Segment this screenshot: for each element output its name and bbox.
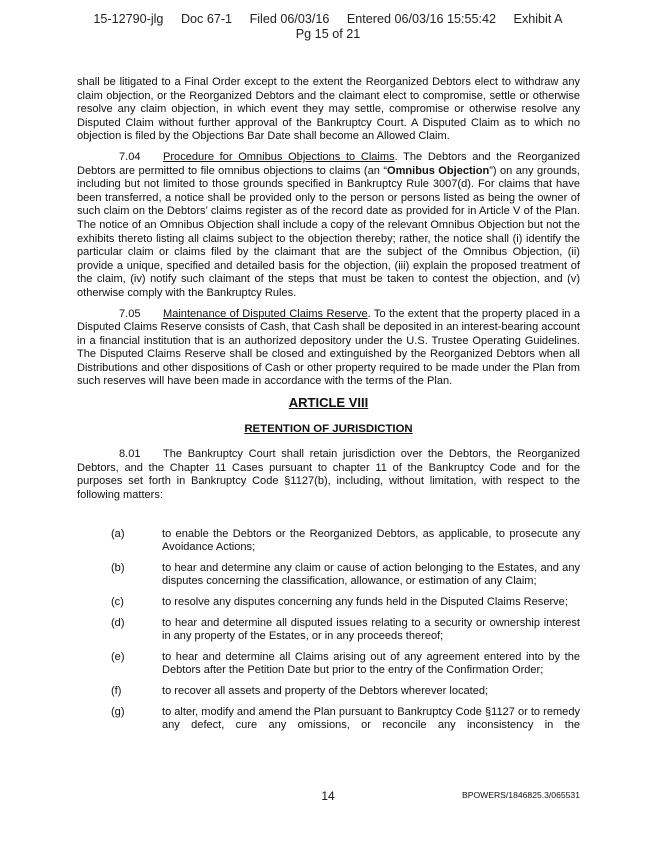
section-8-01: 8.01 The Bankruptcy Court shall retain jurisdiction over the Debtors, the Reorganized Debtors, and the Chapter 11 Cases pursuant to chapter 11 of the Bankruptcy Code and for the purposes set forth in Bankruptcy Code §1127(b), including, without limitation, with respect to the following matters: — [77, 448, 580, 502]
list-item: (f) to recover all assets and property of the Debtors wherever located; — [111, 684, 489, 697]
filed-date: Filed 06/03/16 — [249, 12, 330, 26]
list-item: (e) to hear and determine all Claims arising out of any agreement entered into by the Debtors after the Petition Date but prior to the entry of the Confirmation Order; — [111, 650, 580, 677]
stamp-page-count: Pg 15 of 21 — [295, 27, 361, 41]
article-heading: ARTICLE VIII — [288, 395, 369, 411]
list-item: (c) to resolve any disputes concerning any funds held in the Disputed Claims Reserve; — [111, 596, 568, 608]
section-7-04: 7.04 Procedure for Omnibus Objections to Claims. The Debtors and the Reorganized Debtors are permitted to file omnibus objections to claims (an “Omnibus Objection”) on any grounds, including but not limited to those grounds specified in Bankruptcy Rule 3007(d). For claims that have been transferred, a notice shall be provided only to the person or persons listed as being the owner of such claim on the Debtors’ claims register as of the record date as provided for in Article V of the Plan. The notice of an Omnibus Objection shall include a copy of the relevant Omnibus Objection but not the exhibits thereto listing all claims subject to the objection thereby; rather, the notice shall (i) identify the particular claim or claims filed by the claimant that are the subject of the Omnibus Objection, (ii) provide a unique, specified and detailed basis for the objection, (iii) explain the proposed treatment of the claim, (iv) notify such claimant of the steps that must be taken to contest the objection, and (v) otherwise comply with the Bankruptcy Rules. — [77, 150, 580, 299]
section-title: Maintenance of Disputed Claims Reserve — [163, 307, 368, 320]
section-number: 7.04 — [119, 150, 141, 163]
document-body — [77, 76, 580, 740]
document-id: BPOWERS/1846825.3/065531 — [461, 790, 580, 800]
court-filing-stamp — [0, 12, 656, 42]
stamp-line-1 — [0, 12, 656, 27]
list-item: (a) to enable the Debtors or the Reorganized Debtors, as applicable, to prosecute any Avoidance Actions; — [111, 527, 580, 554]
page-number: 14 — [321, 789, 335, 803]
defined-term: Omnibus Objection — [387, 164, 490, 177]
case-number: 15-12790-jlg — [93, 12, 164, 26]
section-7-05: 7.05 Maintenance of Disputed Claims Reserve. To the extent that the property placed in a Disputed Claims Reserve consists of Cash, that Cash shall be deposited in an interest-bearing account in a financial institution that is an authorized depository under the U.S. Trustee Operating Guidelines. The Disputed Claims Reserve shall be closed and extinguished by the Reorganized Debtors when all Distributions and other dispositions of Cash or other property required to be made under the Plan from such reserves will have been made in accordance with the terms of the Plan. — [77, 307, 580, 388]
list-item: (d) to hear and determine all disputed issues relating to a security or ownership interest in any property of the Estates, or in any proceeds thereof; — [111, 616, 580, 643]
section-number: 8.01 — [119, 448, 141, 461]
list-item: (b) to hear and determine any claim or cause of action belonging to the Estates, and any disputes concerning the classification, allowance, or estimation of any Claim; — [111, 561, 580, 588]
exhibit-label: Exhibit A — [513, 12, 563, 26]
section-number: 7.05 — [119, 307, 141, 320]
continued-paragraph: shall be litigated to a Final Order except to the extent the Reorganized Debtors elect to withdraw any claim objection, or the Reorganized Debtors and the claimant elect to compromise, settle or otherwise resolve any claim objection, in which event they may settle, compromise or otherwise resolve any Disputed Claim without further approval of the Bankruptcy Court. A Disputed Claim as to which no objection is filed by the Objections Bar Date shall become an Allowed Claim. — [77, 76, 580, 143]
list-item: (g) to alter, modify and amend the Plan pursuant to Bankruptcy Code §1127 or to remedy any defect, cure any omissions, or reconcile any inconsistency in the — [111, 705, 580, 732]
article-subheading: RETENTION OF JURISDICTION — [244, 422, 413, 435]
docket-number: Doc 67-1 — [180, 12, 233, 26]
entered-date: Entered 06/03/16 15:55:42 — [346, 12, 497, 26]
section-title: Procedure for Omnibus Objections to Claims — [163, 150, 395, 163]
